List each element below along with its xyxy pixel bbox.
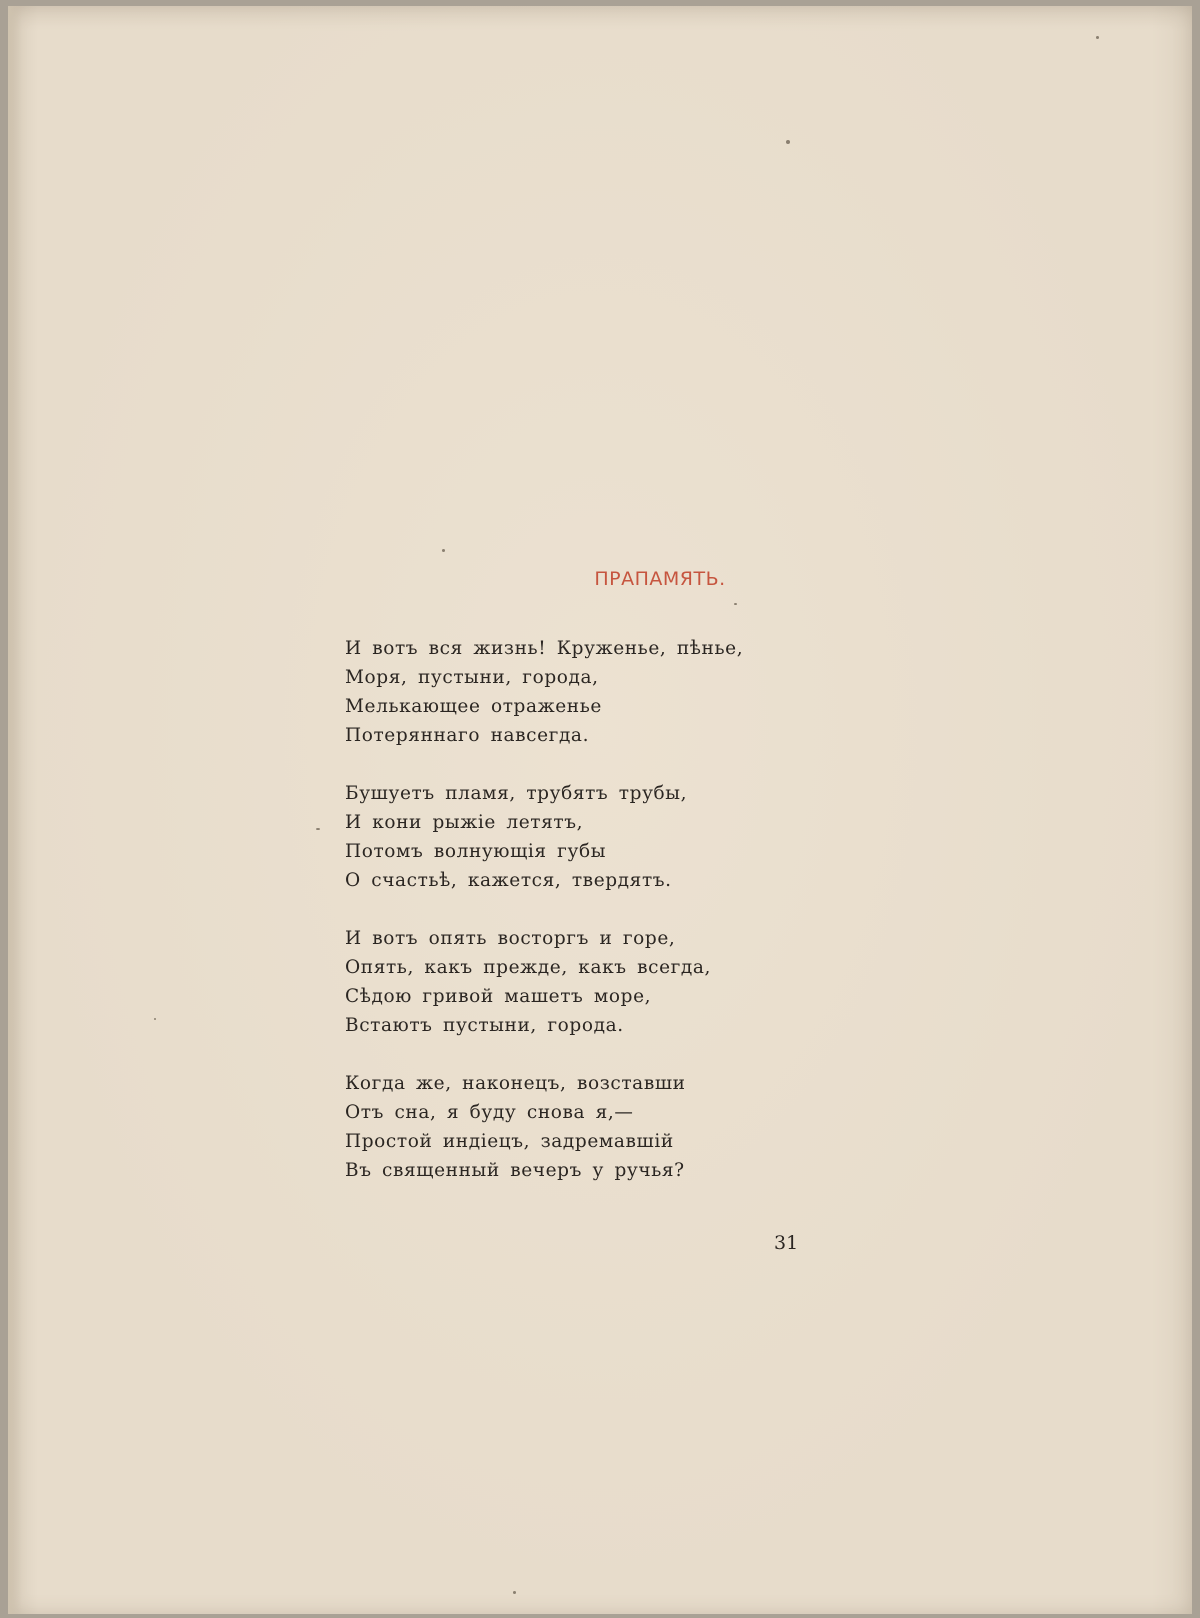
poem-body xyxy=(345,634,743,1214)
poem-line: Простой индіецъ, задремавшій xyxy=(345,1131,674,1152)
paper-speck xyxy=(786,140,790,144)
stanza-1 xyxy=(345,634,743,750)
book-page xyxy=(8,6,1192,1614)
poem-line: И вотъ вся жизнь! Круженье, пѣнье, xyxy=(345,638,744,659)
poem-line: Въ священный вечеръ у ручья? xyxy=(345,1160,685,1181)
stanza-2 xyxy=(345,779,743,895)
stanza-4 xyxy=(345,1069,743,1185)
poem-line: И кони рыжіе летятъ, xyxy=(345,812,584,833)
poem-line: Моря, пустыни, города, xyxy=(345,667,599,688)
paper-speck xyxy=(734,603,737,605)
poem-title: ПРАПАМЯТЬ. xyxy=(594,568,726,590)
poem-line: Потомъ волнующія губы xyxy=(345,841,607,862)
poem-line: Бушуетъ пламя, трубятъ трубы, xyxy=(345,783,688,804)
poem-line: Опять, какъ прежде, какъ всегда, xyxy=(345,957,712,978)
poem-line: О счастьѣ, кажется, твердятъ. xyxy=(345,870,672,891)
paper-speck xyxy=(513,1591,516,1594)
page-spine-edge xyxy=(8,6,22,1614)
paper-speck xyxy=(316,828,320,830)
poem-line: Сѣдою гривой машетъ море, xyxy=(345,986,652,1007)
poem-line: Отъ сна, я буду снова я,— xyxy=(345,1102,634,1123)
stanza-3 xyxy=(345,924,743,1040)
page-number: 31 xyxy=(774,1232,799,1254)
poem-line: И вотъ опять восторгъ и горе, xyxy=(345,928,676,949)
poem-line: Потеряннаго навсегда. xyxy=(345,725,590,746)
paper-speck xyxy=(1096,36,1099,39)
poem-line: Мелькающее отраженье xyxy=(345,696,602,717)
paper-speck xyxy=(154,1018,156,1020)
poem-line: Встаютъ пустыни, города. xyxy=(345,1015,624,1036)
paper-speck xyxy=(442,549,445,552)
poem-line: Когда же, наконецъ, возставши xyxy=(345,1073,686,1094)
